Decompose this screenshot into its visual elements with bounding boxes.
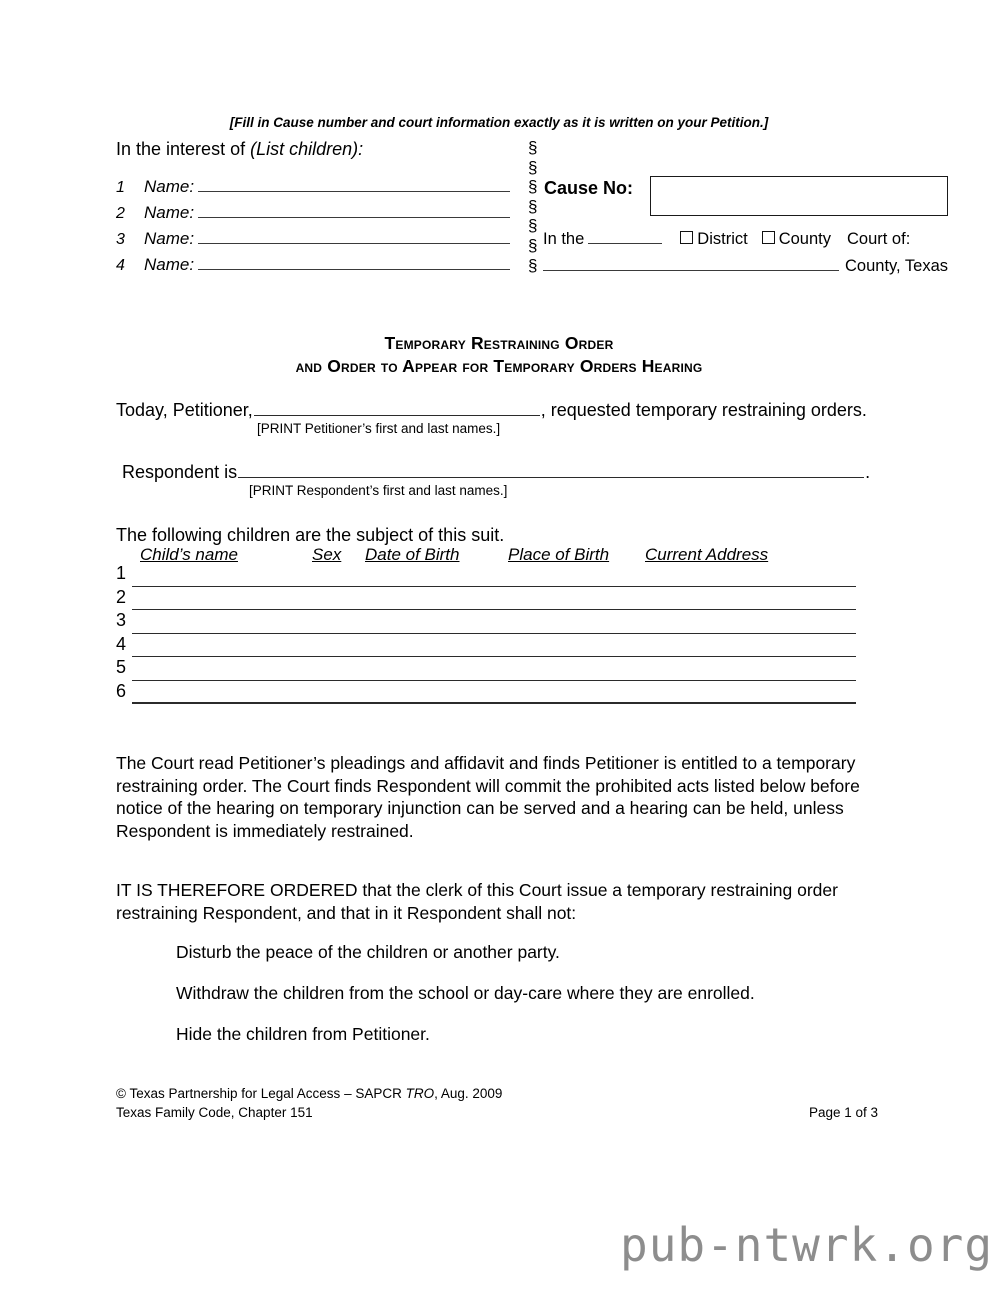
footer-form-code: TRO — [405, 1086, 435, 1101]
table-row — [116, 681, 856, 705]
section-symbol: § — [528, 216, 538, 236]
footer-statute-line — [116, 1103, 878, 1122]
table-row — [116, 563, 856, 587]
table-row — [116, 610, 856, 634]
county-checkbox[interactable] — [762, 231, 775, 244]
name-input-1[interactable] — [198, 176, 510, 192]
page-title-line-2: and Order to Appear for Temporary Orders Hearing — [295, 356, 703, 376]
cause-no-input[interactable] — [650, 176, 948, 216]
district-label: District — [697, 230, 748, 248]
name-row-number: 2 — [116, 205, 125, 222]
table-row-number: 5 — [116, 657, 127, 677]
page-title — [0, 332, 998, 378]
respondent-statement — [122, 461, 870, 483]
footer-copyright — [116, 1084, 878, 1103]
court-findings-paragraph: The Court read Petitioner’s pleadings and affidavit and finds Petitioner is entitled to a temporary restraining order. The Court finds Respondent will commit the prohibited acts listed below before notice of the hearing on temporary injunction can be served and a hearing can be held, unless Respondent is immediately restrained. — [116, 753, 860, 841]
district-checkbox[interactable] — [680, 231, 693, 244]
column-header-sex: Sex — [312, 545, 342, 564]
column-header-place-of-birth: Place of Birth — [508, 545, 610, 564]
petitioner-statement — [116, 399, 867, 421]
table-row-number: 3 — [116, 610, 127, 630]
respondent-suffix: . — [865, 462, 871, 482]
respondent-print-hint: [PRINT Respondent’s first and last names.] — [249, 483, 508, 498]
prohibition-item-2: Withdraw the children from the school or day-care where they are enrolled. — [176, 983, 755, 1003]
table-row-number: 4 — [116, 633, 127, 654]
name-row — [116, 176, 510, 202]
county-label: County — [778, 230, 831, 248]
children-name-lines — [116, 176, 510, 280]
petitioner-name-input[interactable] — [254, 399, 540, 416]
county-name-input[interactable] — [543, 256, 839, 271]
footer-copyright-prefix: © Texas Partnership for Legal Access – SAPCR — [116, 1086, 406, 1101]
column-header-child-name: Child’s name — [140, 545, 238, 564]
list-children-hint: (List children): — [250, 139, 364, 159]
petitioner-suffix: , requested temporary restraining orders. — [540, 400, 867, 420]
name-input-3[interactable] — [198, 228, 510, 244]
section-symbol: § — [528, 177, 538, 197]
name-row-number: 4 — [116, 257, 125, 274]
fill-in-instruction: [Fill in Cause number and court information exactly as it is written on your Petition.] — [229, 115, 769, 130]
cause-no-label: Cause No: — [544, 178, 634, 198]
prohibition-item-3: Hide the children from Petitioner. — [176, 1024, 430, 1044]
county-texas-label: County, Texas — [845, 257, 949, 275]
footer-statute: Texas Family Code, Chapter 151 — [116, 1105, 313, 1120]
table-row — [116, 634, 856, 658]
in-the-label: In the — [543, 230, 585, 248]
page-title-line-1: Temporary Restraining Order — [384, 333, 614, 353]
name-row — [116, 202, 510, 228]
in-the-interest-of-prefix: In the interest of — [116, 139, 251, 159]
court-of-label: Court of: — [847, 230, 911, 248]
name-row-label: Name: — [144, 229, 195, 248]
court-number-input[interactable] — [588, 229, 662, 244]
name-row-label: Name: — [144, 177, 195, 196]
ordered-paragraph: IT IS THEREFORE ORDERED that the clerk of this Court issue a temporary restraining order restraining Respondent, and that in it Respondent shall not: — [116, 880, 838, 923]
name-input-2[interactable] — [198, 202, 510, 218]
page-number: Page 1 of 3 — [808, 1105, 878, 1120]
section-symbol-column — [528, 138, 537, 275]
table-row — [116, 587, 856, 611]
section-symbol: § — [528, 235, 538, 255]
child-entry-input-6[interactable] — [132, 702, 856, 704]
children-table-rows — [116, 563, 856, 704]
name-row — [116, 254, 510, 280]
page-footer — [116, 1084, 878, 1122]
petitioner-print-hint: [PRINT Petitioner’s first and last names.] — [257, 421, 501, 436]
section-symbol: § — [528, 157, 538, 177]
prohibition-item-1: Disturb the peace of the children or another party. — [176, 942, 560, 962]
name-row-label: Name: — [144, 255, 195, 274]
court-selection-line — [543, 229, 910, 249]
watermark: pub-ntwrk.org — [620, 1218, 994, 1272]
section-symbol: § — [528, 138, 538, 157]
respondent-prefix: Respondent is — [122, 462, 238, 482]
name-row — [116, 228, 510, 254]
county-texas-line — [543, 256, 948, 276]
table-row — [116, 657, 856, 681]
name-row-number: 1 — [116, 179, 125, 196]
table-row-number: 6 — [116, 680, 127, 701]
children-table-intro: The following children are the subject of this suit. — [116, 525, 505, 545]
section-symbol: § — [528, 255, 538, 275]
name-row-label: Name: — [144, 203, 195, 222]
column-header-current-address: Current Address — [645, 545, 769, 564]
table-row-number: 1 — [116, 563, 127, 583]
respondent-name-input[interactable] — [238, 461, 864, 478]
section-symbol: § — [528, 196, 538, 216]
petitioner-prefix: Today, Petitioner, — [116, 400, 253, 420]
footer-copyright-suffix: , Aug. 2009 — [434, 1086, 503, 1101]
name-input-4[interactable] — [198, 254, 510, 270]
column-header-date-of-birth: Date of Birth — [365, 545, 460, 564]
table-row-number: 2 — [116, 586, 127, 607]
name-row-number: 3 — [116, 231, 125, 248]
